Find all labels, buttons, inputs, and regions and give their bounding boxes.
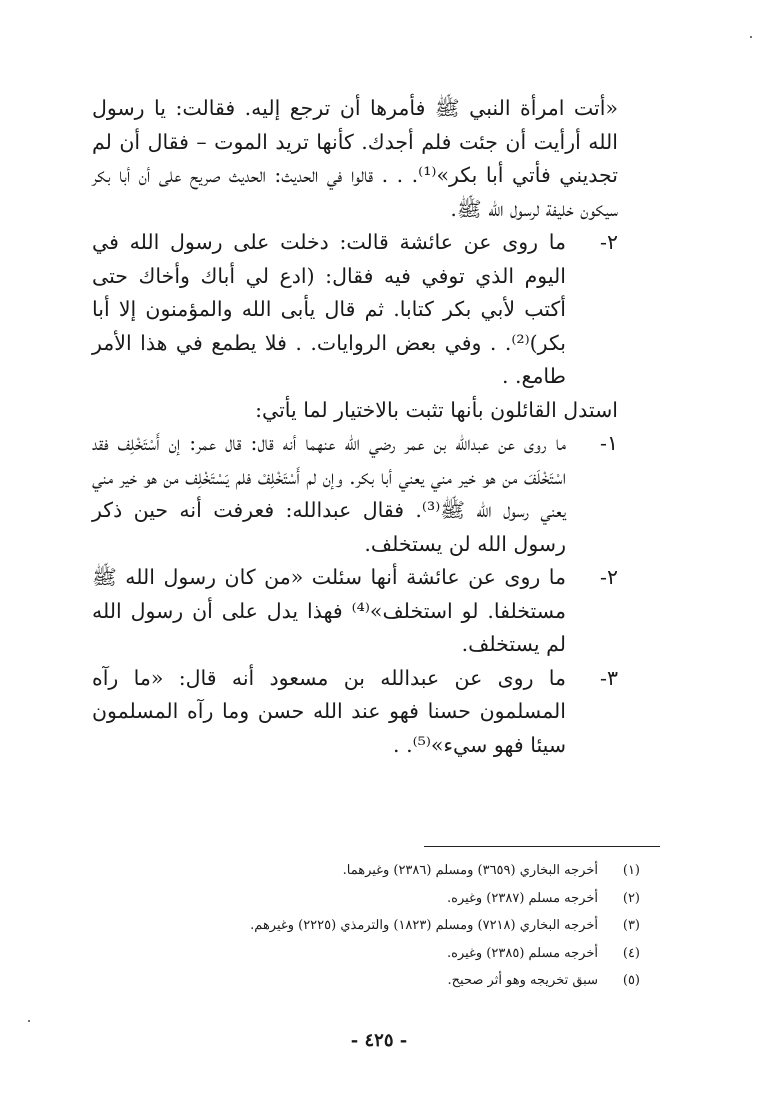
main-text	[92, 92, 618, 762]
list-item	[92, 226, 618, 394]
item-number: ٢-	[600, 565, 618, 589]
footnote-divider	[424, 846, 660, 847]
footnote-text: أخرجه البخاري (٣٦٥٩) ومسلم (٢٣٨٦) وغيرهما.	[342, 863, 598, 878]
item-text: ما روى عن عبدالله بن مسعود أنه قال: «ما رآه المسلمون حسنا فهو عند الله حسن وما رآه المسلمون سيئا فهو سيء»⁽⁵⁾. .	[92, 665, 566, 757]
item-number: ٣-	[600, 665, 618, 690]
footnote-text: أخرجه البخاري (٧٢١٨) ومسلم (١٨٢٣) والترمذي (٢٢٢٥) وغيرهم.	[250, 918, 598, 933]
page-number: - ٤٢٥ -	[350, 1030, 408, 1051]
scan-speck	[28, 1020, 30, 1022]
footnotes	[180, 857, 640, 995]
intro-paragraph: «أتت امرأة النبي ﷺ فأمرها أن ترجع إليه. فقالت: يا رسول الله أرأيت أن جئت فلم أجدك. كأنها تريد الموت – فقال أن لم تجديني فأتي أبا بكر»⁽¹⁾. . . قالوا في الحديث: الحديث صريح على أن أبا بكر سيكون خليفة لرسول الله ﷺ.	[92, 96, 618, 221]
footnote	[180, 912, 640, 940]
footnote-number: (٥)	[622, 973, 640, 988]
item-number: ١-	[600, 431, 618, 455]
footnote-text: أخرجه مسلم (٢٣٨٧) وغيره.	[447, 890, 598, 906]
list-item	[92, 561, 618, 662]
footnote-number: (٢)	[622, 890, 640, 906]
scan-speck	[750, 36, 752, 38]
footnote-text: سبق تخريجه وهو أثر صحيح.	[447, 973, 598, 988]
list-item	[92, 662, 618, 763]
footnote-number: (٤)	[622, 945, 640, 961]
item-text: ما روى عن عبدالله بن عمر رضي الله عنهما أنه قال: قال عمر: إن أَسْتَخْلِف فقد اسْتَخْلَفَ من هو خير مني يعني أبا بكر. وإن لم أَسْتَخْلِفْ فلم يَسْتَخْلِف من هو خير مني يعني رسول الله ﷺ⁽³⁾. فقال عبدالله: فعرفت أنه حين ذكر رسول الله لن يستخلف.	[92, 431, 566, 556]
footnote	[180, 885, 640, 913]
item-number: ٢-	[600, 230, 618, 254]
footnote-text: أخرجه مسلم (٢٣٨٥) وغيره.	[447, 945, 598, 961]
footnote	[180, 967, 640, 995]
footnote-number: (١)	[622, 863, 640, 878]
item-text: ما روى عن عائشة قالت: دخلت على رسول الله في اليوم الذي توفي فيه فقال: (ادع لي أباك وأخاك حتى أكتب لأبي بكر كتابا. ثم قال يأبى الله والمؤمنون إلا أبا بكر)⁽²⁾. . وفي بعض الروايات. . فلا يطمع في هذا الأمر طامع. .	[92, 230, 566, 388]
section-heading-line: استدل القائلون بأنها تثبت بالاختيار لما يأتي:	[255, 397, 618, 422]
list-item	[92, 427, 618, 561]
footnote-number: (٣)	[622, 918, 640, 933]
footnote	[180, 857, 640, 885]
item-text: ما روى عن عائشة أنها سئلت «من كان رسول الله ﷺ مستخلفا. لو استخلف»⁽⁴⁾ فهذا يدل على أن رسول الله لم يستخلف.	[92, 565, 566, 656]
footnote	[180, 940, 640, 968]
